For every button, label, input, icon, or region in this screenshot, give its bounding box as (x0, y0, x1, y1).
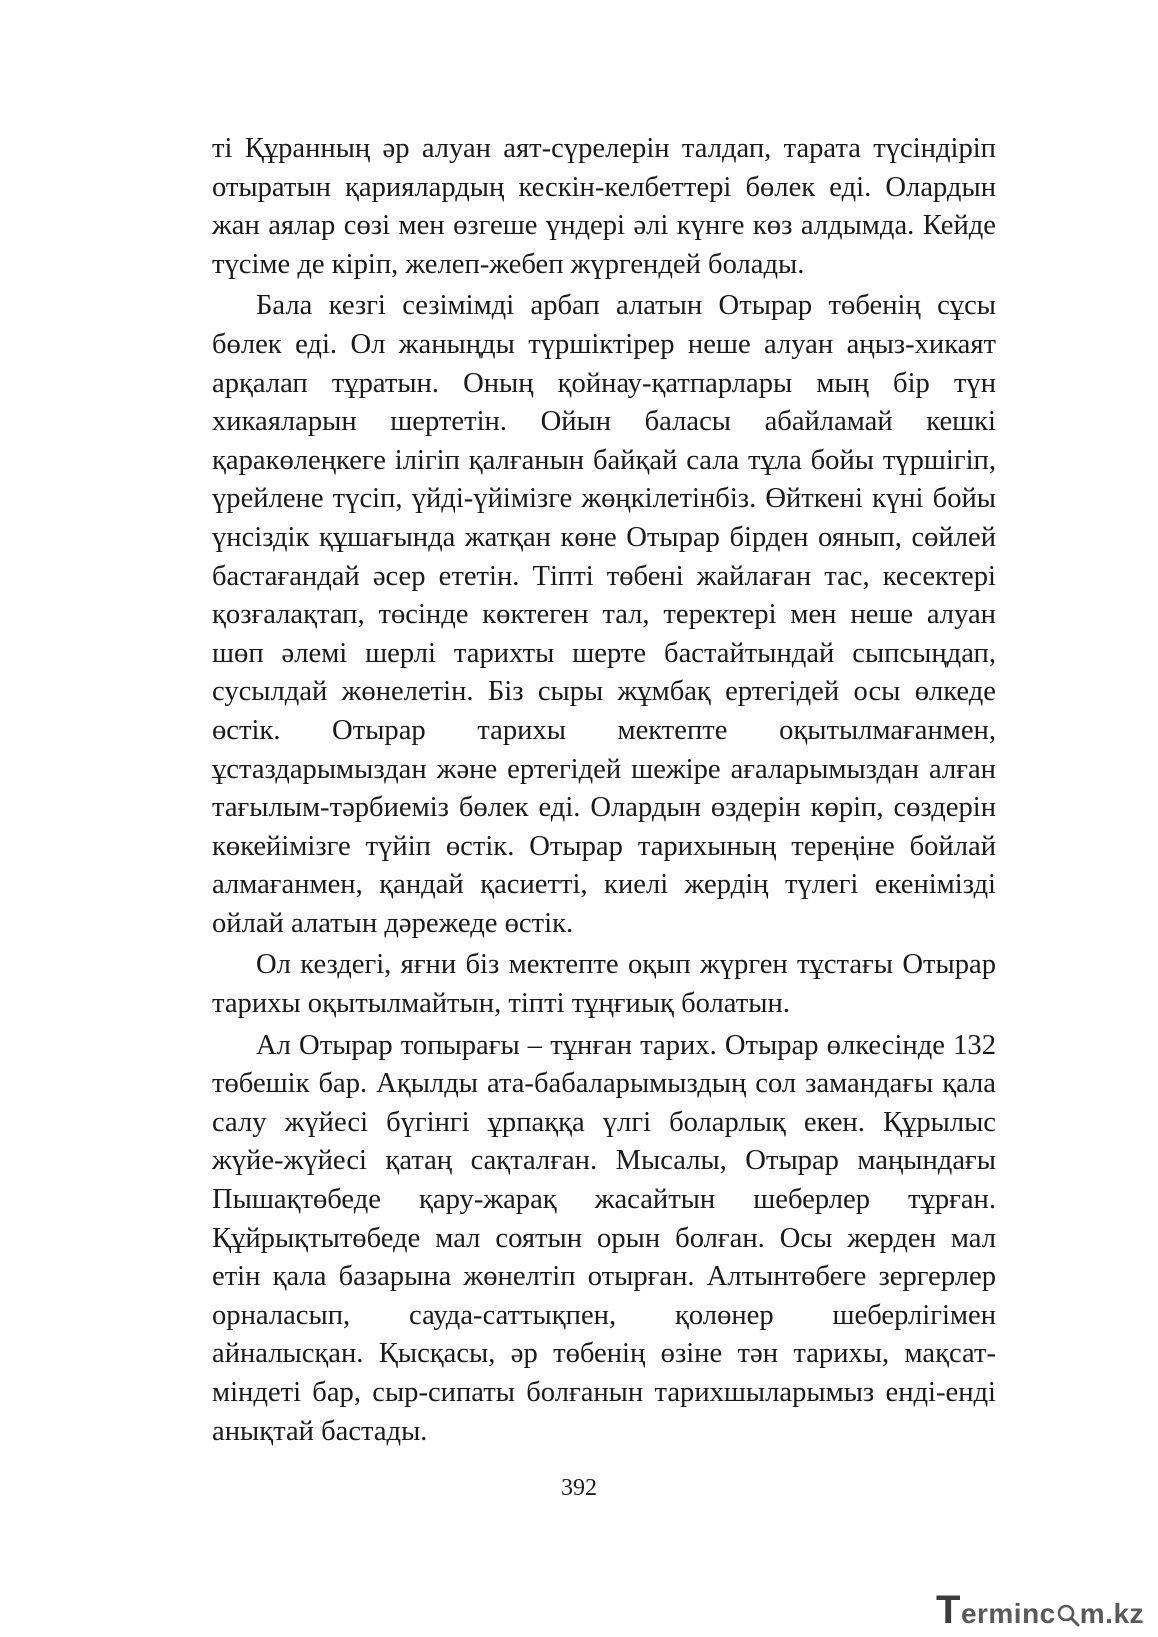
magnifier-icon (1056, 1603, 1080, 1627)
body-text (212, 130, 996, 1454)
paragraph-4: Ал Отырар топырағы – тұнған тарих. Отырар өлкесінде 132 төбешік бар. Ақылды ата-бабаларымыздың сол замандағы қала салу жүйесі бүгінгі ұрпаққа үлгі боларлық екен. Құрылыс жүйе-жүйесі қатаң сақталған. Мысалы, Отырар маңындағы Пышақтөбеде қару-жарақ жасайтын шеберлер тұрған. Құйрықтытөбеде мал соятын орын болған. Осы жерден мал етін қала базарына жөнелтіп отырған. Алтынтөбеге зергерлер орналасып, сауда-саттықпен, қолөнер шеберлігімен айналысқан. Қысқасы, әр төбенің өзіне тән тарихы, мақсат-міндеті бар, сыр-сипаты болғанын тарихшыларымыз енді-енді анықтай бастады. (212, 1029, 996, 1447)
watermark-letter-t: T (936, 1588, 961, 1632)
watermark-text: erminc (960, 1598, 1056, 1629)
paragraph-3: Ол кездегі, яғни біз мектепте оқып жүрген тұстағы Отырар тарихы оқытылмайтын, тіпті тұңғиық болатын. (212, 949, 996, 1020)
termincom-watermark (936, 1590, 1146, 1630)
page-number: 392 (561, 1475, 597, 1501)
watermark-text-end: m.kz (1079, 1598, 1145, 1629)
paragraph-2: Бала кезгі сезімімді арбап алатын Отырар төбенің сұсы бөлек еді. Ол жаныңды түршіктірер неше алуан аңыз-хикаят арқалап тұратын. Оның қойнау-қатпарлары мың бір түн хикаяларын шертетін. Ойын баласы абайламай кешкі қаракөлеңкеге ілігіп қалғанын байқай сала тұла бойы түршігіп, үрейлене түсіп, үйді-үйімізге жөңкілетінбіз. Өйткені күні бойы үнсіздік құшағында жатқан көне Отырар бірден оянып, сөйлей бастағандай әсер ететін. Тіпті төбені жайлаған тас, кесектері қозғалақтап, төсінде көктеген тал, теректері мен неше алуан шөп әлемі шерлі тарихты шерте бастайтындай сыпсыңдап, сусылдай жөнелетін. Біз сыры жұмбақ ертегідей осы өлкеде өстік. Отырар тарихы мектепте оқытылмағанмен, ұстаздарымыздан және ертегідей шежіре ағаларымыздан алған тағылым-тәрбиеміз бөлек еді. Олардын өздерін көріп, сөздерін көкейімізге түйіп өстік. Отырар тарихының тереңіне бойлай алмағанмен, қандай қасиетті, киелі жердің түлегі екенімізді ойлай алатын дәрежеде өстік. (212, 290, 996, 939)
paragraph-1: ті Құранның әр алуан аят-сүрелерін талдап, тарата түсіндіріп отыратын қариялардың кескін-келбеттері бөлек еді. Олардын жан аялар сөзі мен өзгеше үндері әлі күнге көз алдымда. Кейде түсіме де кіріп, желеп-жебеп жүргендей болады. (212, 133, 996, 280)
